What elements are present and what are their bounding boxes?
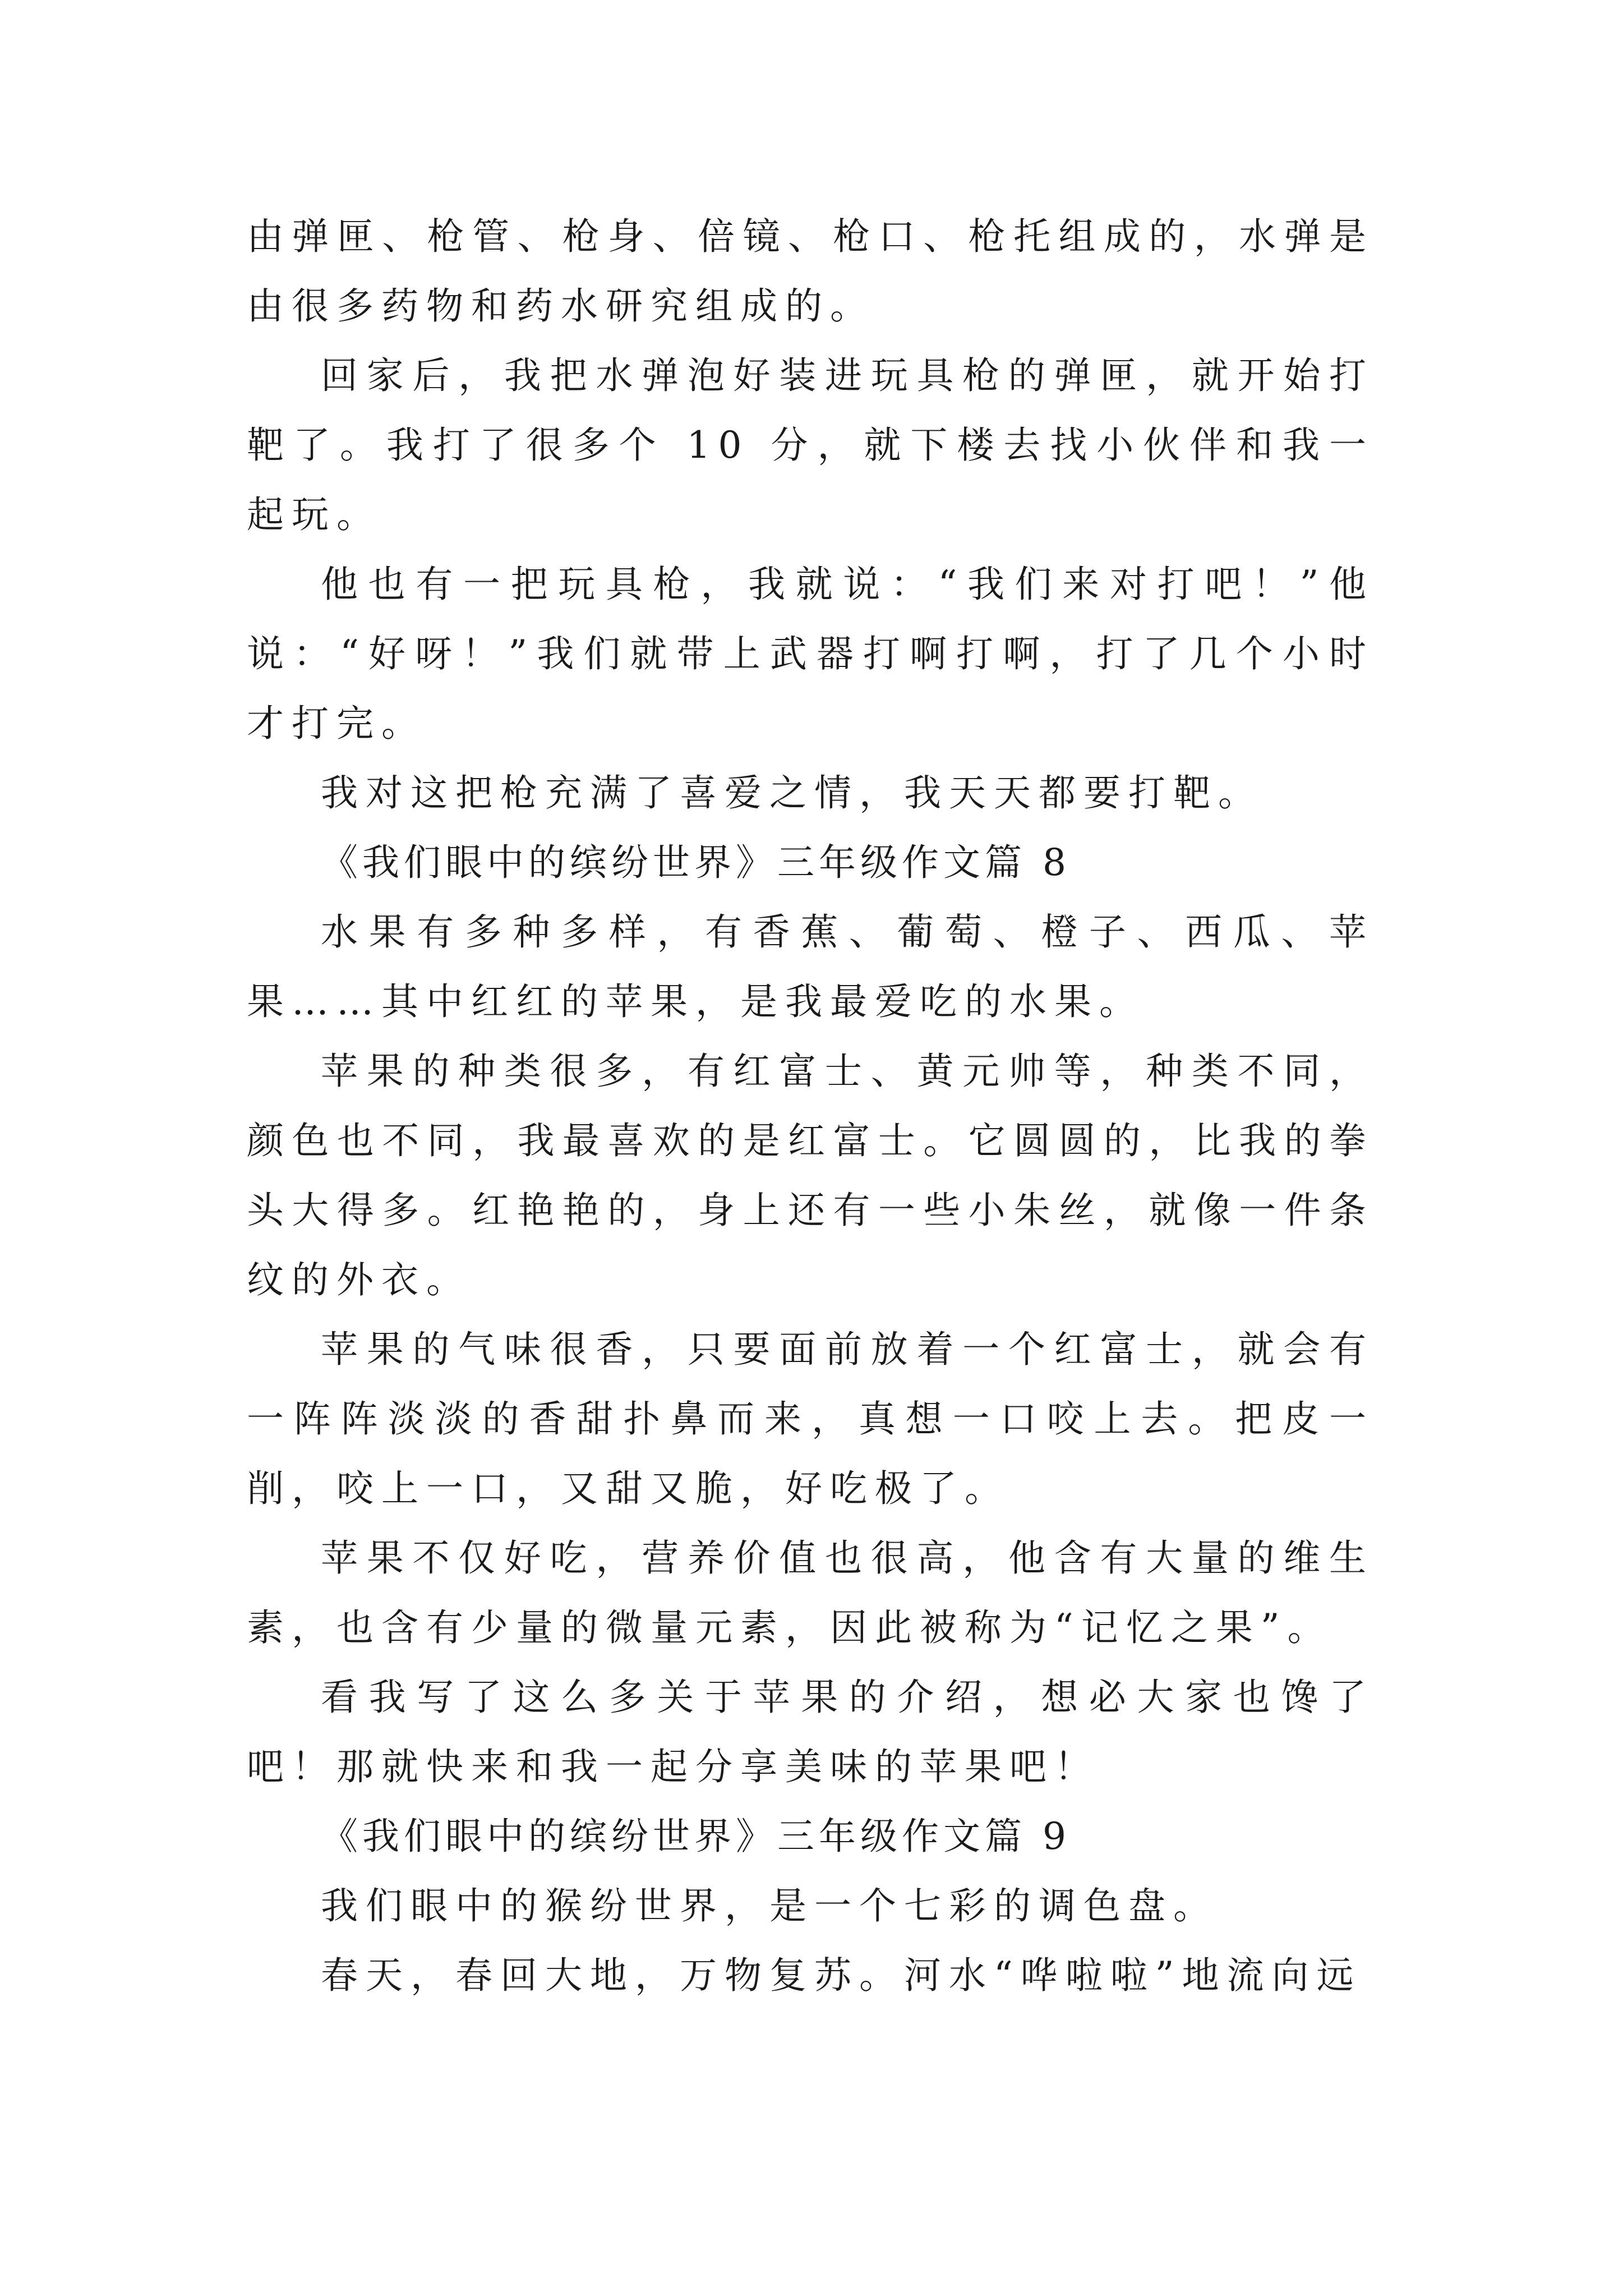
document-body — [247, 202, 1374, 2010]
essay-heading: 《我们眼中的缤纷世界》三年级作文篇 9 — [321, 1815, 1071, 1858]
paragraph: 春天，春回大地，万物复苏。河水“哗啦啦”地流向远 — [321, 1954, 1362, 1997]
paragraph: 看我写了这么多关于苹果的介绍，想必大家也馋了吧！那就快来和我一起分享美味的苹果吧！ — [247, 1676, 1374, 1788]
paragraph: 苹果的气味很香，只要面前放着一个红富士，就会有一阵阵淡淡的香甜扑鼻而来，真想一口咬上去。把皮一削，咬上一口，又甜又脆，好吃极了。 — [247, 1328, 1374, 1510]
paragraph: 我对这把枪充满了喜爱之情，我天天都要打靶。 — [321, 771, 1263, 815]
paragraph: 回家后，我把水弹泡好装进玩具枪的弹匣，就开始打靶了。我打了很多个 10 分，就下楼去找小伙伴和我一起玩。 — [247, 354, 1374, 536]
paragraph: 苹果不仅好吃，营养价值也很高，他含有大量的维生素，也含有少量的微量元素，因此被称为“记忆之果”。 — [247, 1536, 1374, 1649]
paragraph: 我们眼中的猴纷世界，是一个七彩的调色盘。 — [321, 1884, 1218, 1927]
paragraph: 由弹匣、枪管、枪身、倍镜、枪口、枪托组成的，水弹是由很多药物和药水研究组成的。 — [247, 215, 1374, 328]
essay-heading: 《我们眼中的缤纷世界》三年级作文篇 8 — [321, 841, 1071, 884]
paragraph: 水果有多种多样，有香蕉、葡萄、橙子、西瓜、苹果……其中红红的苹果，是我最爱吃的水果。 — [247, 910, 1374, 1023]
paragraph: 他也有一把玩具枪，我就说：“我们来对打吧！”他说：“好呀！”我们就带上武器打啊打啊，打了几个小时才打完。 — [247, 563, 1374, 745]
paragraph: 苹果的种类很多，有红富士、黄元帅等，种类不同，颜色也不同，我最喜欢的是红富士。它圆圆的，比我的拳头大得多。红艳艳的，身上还有一些小朱丝，就像一件条纹的外衣。 — [247, 1050, 1374, 1301]
